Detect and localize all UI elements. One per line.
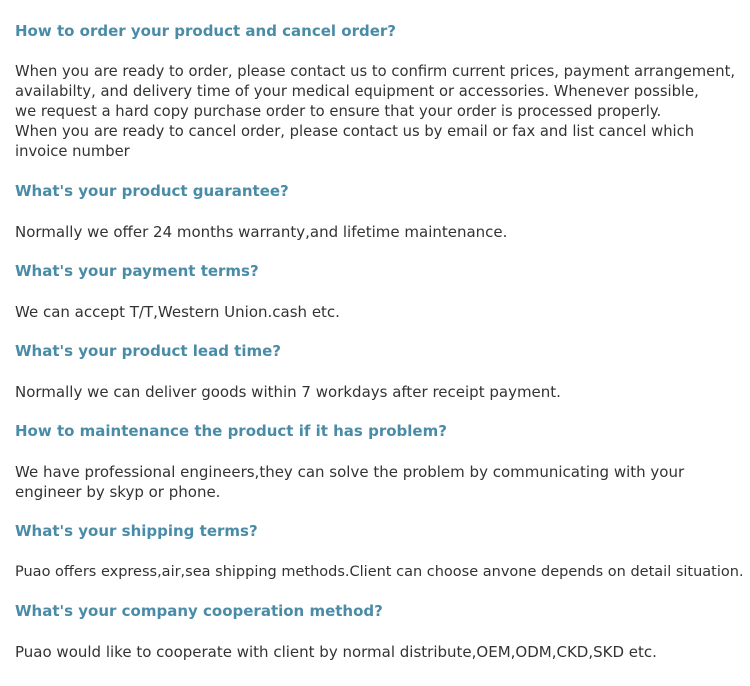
faq-answer-maintenance: We have professional engineers,they can solve the problem by communicating with your engineer by skyp or phone. (15, 463, 685, 501)
faq-answer-guarantee: Normally we offer 24 months warranty,and lifetime maintenance. (15, 223, 508, 241)
faq-answer-cooperation: Puao would like to cooperate with client by normal distribute,OEM,ODM,CKD,SKD etc. (15, 643, 657, 661)
faq-question-payment: What's your payment terms? (15, 262, 259, 280)
faq-question-lead-time: What's your product lead time? (15, 342, 281, 360)
faq-question-ordering: How to order your product and cancel order? (15, 22, 396, 40)
faq-question-cooperation: What's your company cooperation method? (15, 602, 383, 620)
faq-answer-shipping: Puao offers express,air,sea shipping methods.Client can choose anvone depends on detail situation. (15, 564, 744, 580)
faq-question-guarantee: What's your product guarantee? (15, 182, 289, 200)
faq-answer-payment: We can accept T/T,Western Union.cash etc. (15, 303, 340, 321)
faq-answer-ordering: When you are ready to order, please contact us to confirm current prices, payment arrangement, availabilty, and delivery time of your medical equipment or accessories. Whenever possible, we request a hard copy purchase order to ensure that your order is processed properly. When you are ready to cancel order, please contact us by email or fax and list cancel which invoice number (15, 63, 736, 160)
faq-question-maintenance: How to maintenance the product if it has problem? (15, 422, 447, 440)
faq-question-shipping: What's your shipping terms? (15, 522, 258, 540)
faq-answer-lead-time: Normally we can deliver goods within 7 workdays after receipt payment. (15, 383, 561, 401)
